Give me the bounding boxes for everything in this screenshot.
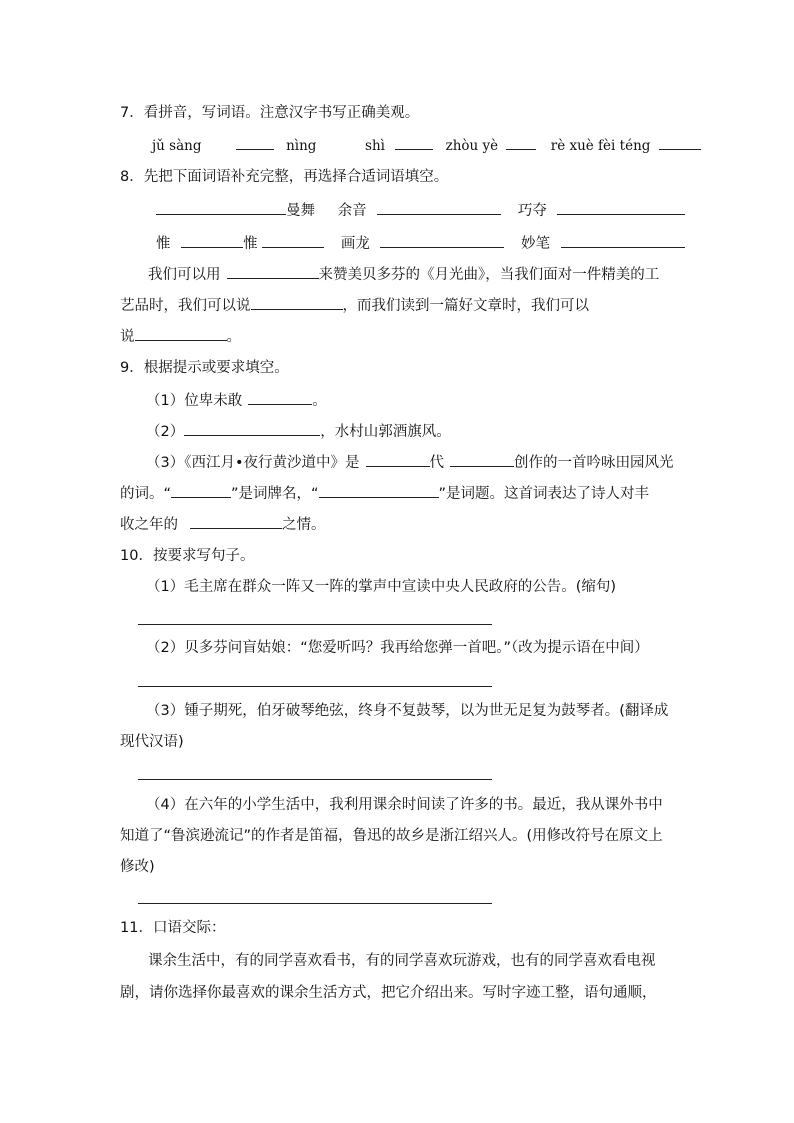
q9-item-1 — [146, 390, 327, 411]
text: ，水村山郭酒旗风。 — [320, 424, 451, 440]
blank-9-2[interactable] — [184, 421, 320, 436]
blank-fill-1[interactable] — [227, 264, 319, 279]
blank-fill-3[interactable] — [135, 326, 227, 341]
text: 代 — [429, 455, 445, 471]
q9-title: 9．根据提示或要求填空。 — [120, 360, 289, 376]
blank-1[interactable] — [236, 135, 274, 150]
q7-pinyin-row — [152, 135, 701, 156]
word-1: 曼舞 — [286, 203, 315, 219]
q9-item-3a — [146, 452, 674, 473]
text: 我们可以用 — [148, 267, 221, 283]
word-4: 惟 — [156, 236, 171, 252]
text: 来赞美贝多芬的《月光曲》，当我们面对一件精美的工 — [318, 267, 660, 283]
blank-9-7[interactable] — [190, 514, 282, 529]
q10-s2: （2）贝多芬问盲姑娘：“您爱听吗？我再给您弹一首吧。”（改为提示语在中间） — [146, 640, 649, 656]
q10-title: 10．按要求写句子。 — [120, 548, 255, 564]
answer-line-1[interactable] — [138, 624, 492, 625]
blank-fill-2[interactable] — [251, 295, 343, 310]
text: 创作的一首吟咏田园风光 — [514, 455, 674, 471]
blank-9-5[interactable] — [171, 483, 231, 498]
blank-word-3[interactable] — [557, 200, 685, 215]
word-2: 余音 — [337, 203, 367, 219]
q8-row1 — [156, 200, 685, 221]
text: （2） — [146, 424, 185, 440]
pinyin-3: shì — [365, 138, 385, 154]
pinyin-4: zhòu yè — [445, 138, 499, 154]
q9-item-2 — [146, 421, 451, 442]
q10-s4b: 知道了“鲁滨逊流记”的作者是笛福，鲁迅的故乡是浙江绍兴人。(用修改符号在原文上 — [120, 828, 663, 844]
blank-9-3[interactable] — [366, 452, 430, 467]
q8-row2 — [156, 233, 685, 254]
blank-word-4[interactable] — [181, 233, 243, 248]
text: 收之年的 — [120, 517, 178, 533]
q8-title: 8．先把下面词语补充完整，再选择合适词语填空。 — [120, 169, 449, 185]
q10-s4c: 修改) — [120, 859, 155, 875]
answer-line-3[interactable] — [138, 779, 492, 780]
blank-4[interactable] — [506, 135, 536, 150]
text: 。 — [312, 393, 327, 409]
q10-s1: （1）毛主席在群众一阵又一阵的掌声中宣读中央人民政府的公告。(缩句) — [146, 579, 617, 595]
text: 艺品时，我们可以说 — [120, 298, 251, 314]
q8-para-1 — [148, 264, 659, 285]
blank-9-6[interactable] — [319, 483, 439, 498]
q10-s4a: （4）在六年的小学生活中，我利用课余时间读了许多的书。最近，我从课外书中 — [146, 797, 663, 813]
text: （3）《西江月•夜行黄沙道中》是 — [146, 455, 360, 471]
word-6: 画龙 — [340, 236, 370, 252]
q8-para-2 — [120, 295, 589, 316]
blank-word-7[interactable] — [561, 233, 685, 248]
word-7: 妙笔 — [521, 236, 551, 252]
blank-3[interactable] — [395, 135, 433, 150]
blank-word-5[interactable] — [262, 233, 324, 248]
text: ”是词牌名，“ — [231, 486, 319, 502]
text: 。 — [226, 329, 241, 345]
blank-9-1[interactable] — [248, 390, 312, 405]
blank-9-4[interactable] — [450, 452, 514, 467]
word-5: 惟 — [243, 236, 258, 252]
text: 的词。“ — [120, 486, 172, 502]
q9-item-3b — [120, 483, 649, 504]
blank-word-1[interactable] — [156, 200, 286, 215]
q11-para-1: 课余生活中，有的同学喜欢看书，有的同学喜欢玩游戏，也有的同学喜欢看电视 — [148, 953, 656, 969]
answer-line-4[interactable] — [138, 903, 492, 904]
pinyin-2: nìng — [286, 138, 317, 154]
q8-para-3 — [120, 326, 241, 347]
q10-s3a: （3）锺子期死，伯牙破琴绝弦，终身不复鼓琴，以为世无足复为鼓琴者。(翻译成 — [146, 703, 669, 719]
pinyin-5: rè xuè fèi téng — [550, 138, 651, 154]
q11-title: 11．口语交际： — [120, 920, 226, 936]
pinyin-1: jǔ sàng — [152, 138, 202, 154]
text: ”是词题。这首词表达了诗人对丰 — [438, 486, 650, 502]
answer-line-2[interactable] — [138, 686, 492, 687]
blank-word-2[interactable] — [377, 200, 501, 215]
text: （1）位卑未敢 — [146, 393, 243, 409]
blank-word-6[interactable] — [380, 233, 504, 248]
text: ，而我们读到一篇好文章时，我们可以 — [342, 298, 589, 314]
q9-item-3c — [120, 514, 326, 535]
q11-para-2: 剧，请你选择你最喜欢的课余生活方式，把它介绍出来。写时字迹工整，语句通顺， — [120, 985, 657, 1001]
q10-s3b: 现代汉语) — [120, 734, 184, 750]
text: 说 — [120, 329, 135, 345]
word-3: 巧夺 — [517, 203, 547, 219]
q7-title: 7．看拼音，写词语。注意汉字书写正确美观。 — [120, 105, 420, 121]
text: 之情。 — [282, 517, 326, 533]
blank-5[interactable] — [659, 135, 701, 150]
